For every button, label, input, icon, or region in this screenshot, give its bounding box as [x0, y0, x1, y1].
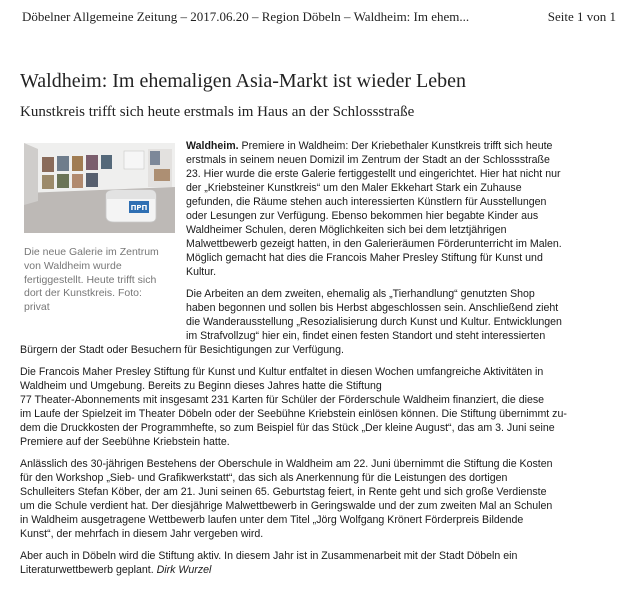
gallery-photo [24, 143, 175, 233]
paragraph-line: um die Schule verdient hat. Der diesjährige Malwettbewerb in Geringswalde und der zum zweiten Mal an Schulen [20, 500, 553, 512]
paragraph-line: Aber auch in Döbeln wird die Stiftung aktiv. In diesem Jahr ist in Zusammenarbeit mit der Stadt Döbeln ein [20, 550, 518, 562]
paragraph-line: für den Workshop „Sieb- und Grafikwerkstatt“, das sich als Anerkennung für die Leistungen des dortigen [20, 472, 508, 484]
paragraph-line: Waldheim und Umgebung. Bereits zu Beginn dieses Jahres hatte die Stiftung [20, 380, 382, 392]
caption-line: fertiggestellt. Heute trifft sich [24, 273, 157, 286]
gallery-photo-image [24, 143, 175, 233]
print-header [22, 9, 620, 25]
paragraph-line: in Waldheim ausgetragene Wettbewerb laufen unter dem Titel „Jörg Wolfgang Krönert Förderpreis Bildende [20, 514, 524, 526]
paragraph-line: dem die Druckkosten der Programmhefte, so zum Beispiel für das Stück „Der kleine August“, das am 3. Juni seine [20, 422, 555, 434]
paragraph-line: 23. Hier wurde die erste Galerie fertiggestellt und eingerichtet. Hier hat nicht nur [186, 168, 561, 180]
caption-line: von Waldheim wurde [24, 259, 122, 272]
paragraph-line: Literaturwettbewerb geplant. Dirk Wurzel [20, 564, 212, 576]
paragraph-line: die Wanderausstellung „Resozialisierung durch Kunst und Kultur. Entwicklungen [186, 316, 562, 328]
paragraph-line: Die Francois Maher Presley Stiftung für Kunst und Kultur entfaltet in diesen Wochen umfangreiche Aktivitäten in [20, 366, 544, 378]
dateline: Waldheim. [186, 140, 239, 152]
paragraph-line: der „Kriebsteiner Kunstkreis“ um den Maler Ekkehart Stark ein Zuhause [186, 182, 522, 194]
paragraph-line: Premiere auf der Seebühne Kriebstein hatte. [20, 436, 230, 448]
paragraph-line: oder Lesungen zur Verfügung. Ebenso bekommen hier begabte Kinder aus [186, 210, 539, 222]
counter-logo: ΠPΠ [130, 204, 148, 212]
page-number: Seite 1 von 1 [547, 9, 616, 24]
paragraph-line: Anlässlich des 30-jährigen Bestehens der Oberschule in Waldheim am 22. Juni übernimmt die Stiftung die Kosten [20, 458, 553, 470]
caption-line: privat [24, 301, 50, 314]
article-subtitle: Kunstkreis trifft sich heute erstmals im Haus an der Schlossstraße [20, 104, 415, 120]
paragraph-line: Kultur. [186, 266, 217, 278]
print-header-source: Döbelner Allgemeine Zeitung – 2017.06.20 – Region Döbeln – Waldheim: Im ehem... [22, 9, 470, 24]
paragraph-line: Bürgern der Stadt oder Besuchern für Besichtigungen zur Verfügung. [20, 344, 344, 356]
paragraph-line: haben begonnen und sollen bis Herbst abgeschlossen sein. Anschließend zieht [186, 302, 559, 314]
paragraph-line: Die Arbeiten an dem zweiten, ehemalig als „Tierhandlung“ genutzten Shop [186, 288, 535, 300]
article-title: Waldheim: Im ehemaligen Asia-Markt ist wieder Leben [20, 70, 467, 92]
caption-line: dort der Kunstkreis. Foto: [24, 287, 142, 300]
paragraph-line: Möglich gemacht hat dies die Francois Maher Presley Stiftung für Kunst und [186, 252, 543, 264]
paragraph-line: im Laufe der Spielzeit im Theater Döbeln oder der Seebühne Kriebstein einlösen können. Die Stiftung übernimmt zu- [20, 408, 567, 420]
paragraph-line: Schulleiters Stefan Köber, der am 21. Juni seinen 65. Geburtstag feiert, in Rente geht und sich große Verdienste [20, 486, 547, 498]
paragraph-line: Waldheimer Schulen, deren Möglichkeiten sich bei dem letztjährigen [186, 224, 507, 236]
paragraph-line: erstmals in seinem neuen Domizil im Zentrum der Stadt an der Schlossstraße [186, 154, 550, 166]
paragraph-line: 77 Theater-Abonnements mit insgesamt 231 Karten für Schüler der Förderschule Waldheim finanziert, die diese [20, 394, 545, 406]
paragraph-line: gefunden, die Räume stehen auch interessierten Künstlern für Ausstellungen [186, 196, 547, 208]
paragraph-line: Waldheim. Premiere in Waldheim: Der Kriebethaler Kunstkreis trifft sich heute [186, 140, 553, 152]
paragraph-line: Kunst“, der mehrfach in diesem Jahr vergeben wird. [20, 528, 264, 540]
paragraph-line: Malwettbewerb gezeigt hatten, in den Galerieräumen Förderunterricht im Malen. [186, 238, 562, 250]
author-name: Dirk Wurzel [156, 564, 212, 576]
caption-line: Die neue Galerie im Zentrum [24, 246, 159, 258]
photo-caption [24, 246, 174, 315]
paragraph-line: im Strafvollzug“ hier ein, findet einen festen Standort und steht interessierten [186, 330, 546, 342]
